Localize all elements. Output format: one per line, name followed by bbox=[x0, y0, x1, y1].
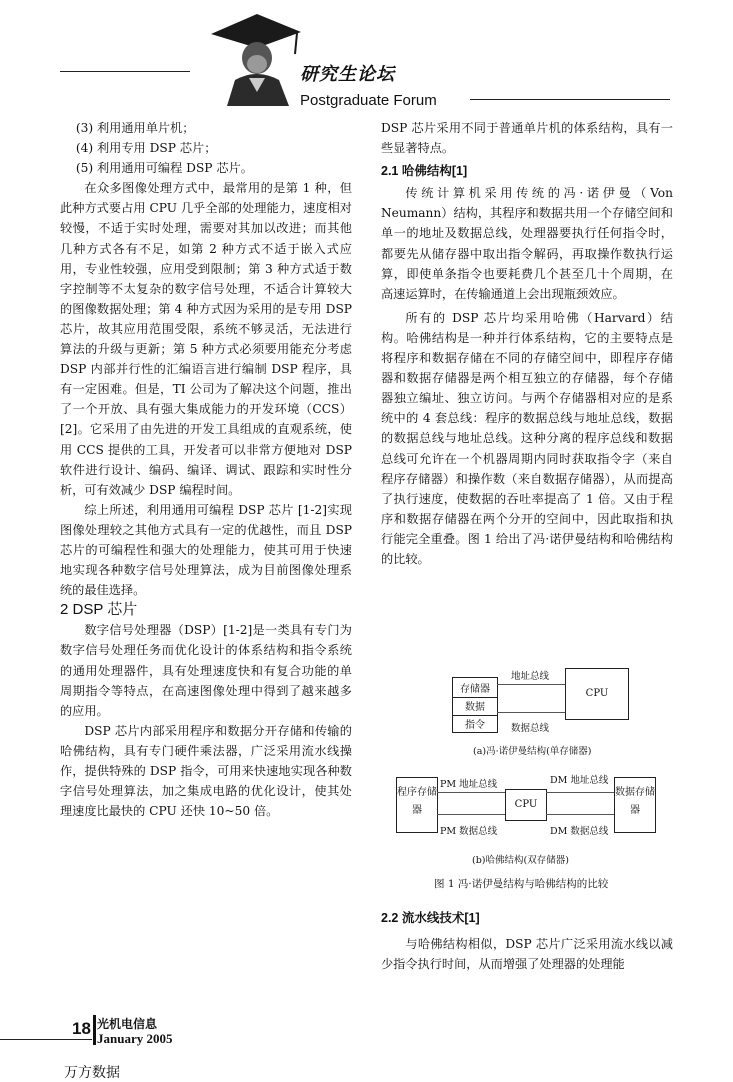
right-column-bottom bbox=[381, 898, 673, 974]
header-rule-right bbox=[470, 99, 670, 100]
cpu-block-a: CPU bbox=[565, 668, 629, 720]
paragraph: DSP 芯片内部采用程序和数据分开存储和传输的哈佛结构，具有专门硬件乘法器，广泛采用流水线操作，提供特殊的 DSP 指令，可用来快速地实现各种数字信号处理算法，加之集成电路的优化设计，使其处理速度比最快的 CPU 还快 10~50 倍。 bbox=[60, 723, 352, 819]
section-heading: 2.1 哈佛结构[1] bbox=[381, 164, 468, 179]
page-number: 18 bbox=[72, 1019, 91, 1038]
address-bus-line bbox=[497, 684, 565, 685]
paragraph: 综上所述，利用通用可编程 DSP 芯片 [1-2]实现图像处理较之其他方式具有一定的优越性，而且 DSP 芯片的可编程性和强大的处理能力，使其可用于快速地实现各种数字信号处理算法，成为目前图像处理系统的最佳选择。 bbox=[60, 502, 352, 598]
data-label: 数据 bbox=[453, 697, 497, 713]
pm-data-bus-label: PM 数据总线 bbox=[440, 826, 498, 837]
cpu-block-b: CPU bbox=[505, 789, 547, 821]
section-heading: 2 DSP 芯片 bbox=[60, 601, 138, 619]
watermark: 万方数据 bbox=[64, 1065, 120, 1081]
footer-rule bbox=[0, 1039, 92, 1040]
footer-bar bbox=[93, 1015, 96, 1045]
list-item: (4) 利用专用 DSP 芯片； bbox=[75, 141, 217, 156]
paragraph: 数字信号处理器（DSP）[1-2]是一类具有专门为数字信号处理任务而优化设计的体系结构和指令系统的通用处理器件，具有处理速度快和有复合功能的单周期指令等特点，在高速图像处理中得到了越来越多的应用。 bbox=[60, 623, 352, 718]
paragraph: 与哈佛结构相似，DSP 芯片广泛采用流水线以减少指令执行时间，从而增强了处理器的处理能 bbox=[381, 937, 673, 972]
dm-address-line bbox=[546, 792, 614, 793]
paragraph: DSP 芯片采用不同于普通单片机的体系结构，具有一些显著特点。 bbox=[381, 121, 673, 156]
header-rule-left bbox=[60, 71, 190, 72]
left-column bbox=[60, 118, 352, 821]
list-item: (3) 利用通用单片机； bbox=[75, 121, 195, 135]
graduate-cap-logo bbox=[205, 8, 305, 106]
data-bus-label: 数据总线 bbox=[511, 723, 550, 734]
pm-address-line bbox=[437, 792, 505, 793]
figure-b-caption: (b)哈佛结构(双存储器) bbox=[472, 855, 569, 866]
pm-address-bus-label: PM 地址总线 bbox=[440, 779, 498, 790]
memory-block bbox=[452, 677, 498, 733]
journal-name: 光机电信息 bbox=[97, 1017, 158, 1031]
right-column-top bbox=[381, 118, 673, 569]
data-bus-line bbox=[497, 712, 565, 713]
paragraph: 传统计算机采用传统的冯·诺伊曼（Von Neumann）结构，其程序和数据共用一个存储空间和单一的地址及数据总线，处理器要执行任何指令时，都要先从储存器中取出指令解码，再取操作数执行运算，即使单条指令也要耗费几个甚至几十个周期，在高速运算时，在传输通道上会出现瓶颈效应。 bbox=[381, 186, 673, 301]
forum-title-cn: 研究生论坛 bbox=[300, 64, 395, 85]
dm-data-line bbox=[546, 814, 614, 815]
section-heading: 2.2 流水线技术[1] bbox=[381, 911, 480, 925]
paragraph: 所有的 DSP 芯片均采用哈佛（Harvard）结构。哈佛结构是一种并行体系结构，它的主要特点是将程序和数据存储在不同的存储空间中，即程序存储器和数据存储器是两个相互独立的存储器，每个存储器独立编址、独立访问。与两个存储器相对应的是系统中的 4 套总线：程序的数据总线与地址总线，数据的数据总线与地址总线。这种分离的程序总线和数据总线可允许在一个机器周期内同时获取指令字（来自程序存储器）和操作数（来自数据存储器），从而提高了执行速度，使数据的吞吐率提高了 1 倍。又由于程序和数据存储器在两个分开的空间中，因此取指和执行能完全重叠。图 1 给出了冯·诺伊曼结构和哈佛结构的比较。 bbox=[381, 310, 673, 566]
issue-date: January 2005 bbox=[97, 1031, 173, 1046]
data-memory-block: 数据存储器 bbox=[614, 777, 656, 833]
list-item: (5) 利用通用可编程 DSP 芯片。 bbox=[75, 161, 253, 176]
paragraph: 在众多图像处理方式中，最常用的是第 1 种，但此种方式要占用 CPU 几乎全部的处理能力，速度相对较慢，不适于实时处理，需要对其加以改进；而其他几种方式各有不足，如第 2 种方式不适于嵌入式应用，专业性较强，应用受到限制；第 3 种方式适于数字控制等不太复杂的数字信号处理，不适合计算较大的图像数据处理；第 4 种方式因为采用的是专用 DSP 芯片，故其应用范围受限，系统不够灵活，无法进行算法的升级与更新；第 5 种方式必须要用能充分考虑 DSP 内部并行性的汇编语言进行编制 DSP 程序，具有一定困难。但是，TI 公司为了解决这个问题，推出了一个开放、具有强大集成能力的开发环境（CCS）[2]。它采用了由先进的开发工具组成的直观系统，使用 CCS 提供的工具，开发者可以非常方便地对 DSP 软件进行设计、编码、编译、调试、跟踪和实时性分析，可有效减少 DSP 编程时间。 bbox=[60, 181, 352, 497]
pm-data-line bbox=[437, 814, 505, 815]
figure-caption: 图 1 冯·诺伊曼结构与哈佛结构的比较 bbox=[434, 878, 609, 890]
instruction-label: 指令 bbox=[453, 715, 497, 731]
program-memory-block: 程序存储器 bbox=[396, 777, 438, 833]
figure-a-caption: (a)冯·诺伊曼结构(单存储器) bbox=[473, 746, 592, 757]
dm-data-bus-label: DM 数据总线 bbox=[550, 826, 609, 837]
address-bus-label: 地址总线 bbox=[511, 671, 550, 682]
dm-address-bus-label: DM 地址总线 bbox=[550, 775, 609, 786]
forum-title-en: Postgraduate Forum bbox=[300, 92, 437, 109]
memory-label: 存储器 bbox=[460, 684, 490, 695]
